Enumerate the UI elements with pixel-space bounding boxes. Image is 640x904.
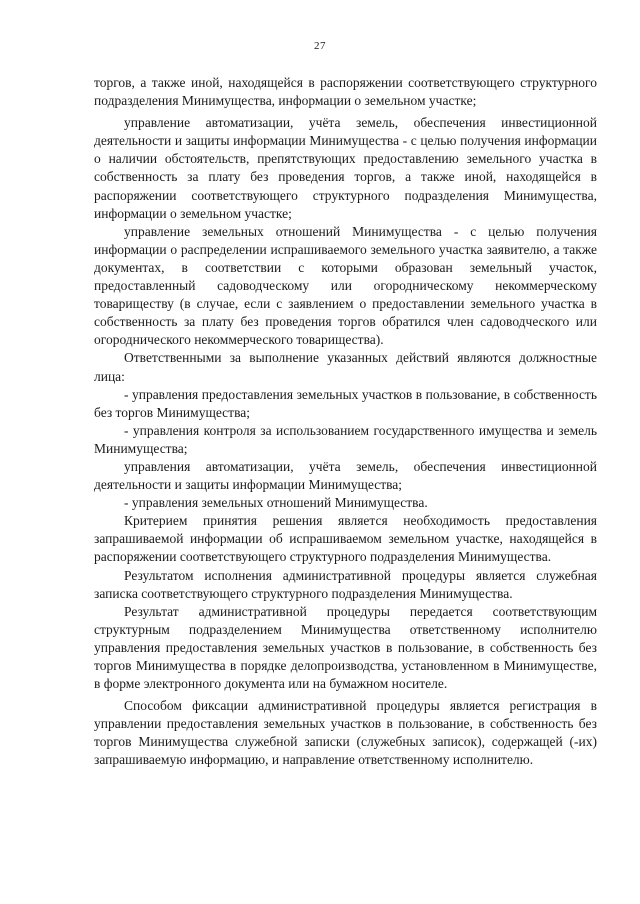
paragraph: управление земельных отношений Минимущества - с целью получения информации о распределении испрашиваемого земельного участка заявителю, а также документах, в соответствии с которыми образован земельный участок, предоставленный садоводческому или огородническому некоммерческому товариществу (в случае, если с заявлением о предоставлении земельного участка в собственность за плату без проведения торгов обратился член садоводческого или огороднического некоммерческого товарищества). [94,223,597,348]
paragraph: - управления земельных отношений Минимущества. [124,495,428,511]
paragraph: управление автоматизации, учёта земель, обеспечения инвестиционной деятельности и защиты информации Минимущества - с целью получения информации о наличии обстоятельств, препятствующих предоставлению земельного участка в собственность за плату без проведения торгов, а также иной, находящейся в распоряжении соответствующего структурного подразделения Минимущества, информации о земельном участке; [94,115,597,221]
paragraph: Результат административной процедуры передается соответствующим структурным подразделением Минимущества ответственному исполнителю управления предоставления земельных участков в пользование, в собственность без торгов Минимущества в порядке делопроизводства, установленном в Минимуществе, в форме электронного документа или на бумажном носителе. [94,603,597,692]
paragraph: - управления контроля за использованием государственного имущества и земель Минимущества; [94,422,597,456]
paragraph: Критерием принятия решения является необходимость предоставления запрашиваемой информации об испрашиваемом земельном участке, находящейся в распоряжении соответствующего структурного подразделения Минимущества. [94,513,597,565]
document-body [94,74,597,770]
paragraph: Ответственными за выполнение указанных действий являются должностные лица: [94,350,597,384]
page-number: 27 [314,40,326,52]
paragraph: Способом фиксации административной процедуры является регистрация в управлении предоставления земельных участков в пользование, в собственность без торгов Минимущества служебной записки (служебных записок), содержащей (-их) запрашиваемую информацию, и направление ответственному исполнителю. [94,698,597,768]
paragraph: Результатом исполнения административной процедуры является служебная записка соответствующего структурного подразделения Минимущества. [94,567,597,601]
paragraph: - управления предоставления земельных участков в пользование, в собственность без торгов Минимущества; [94,386,597,420]
paragraph: торгов, а также иной, находящейся в распоряжении соответствующего структурного подразделения Минимущества, информации о земельном участке; [94,75,597,109]
paragraph: управления автоматизации, учёта земель, обеспечения инвестиционной деятельности и защиты информации Минимущества; [94,458,597,493]
